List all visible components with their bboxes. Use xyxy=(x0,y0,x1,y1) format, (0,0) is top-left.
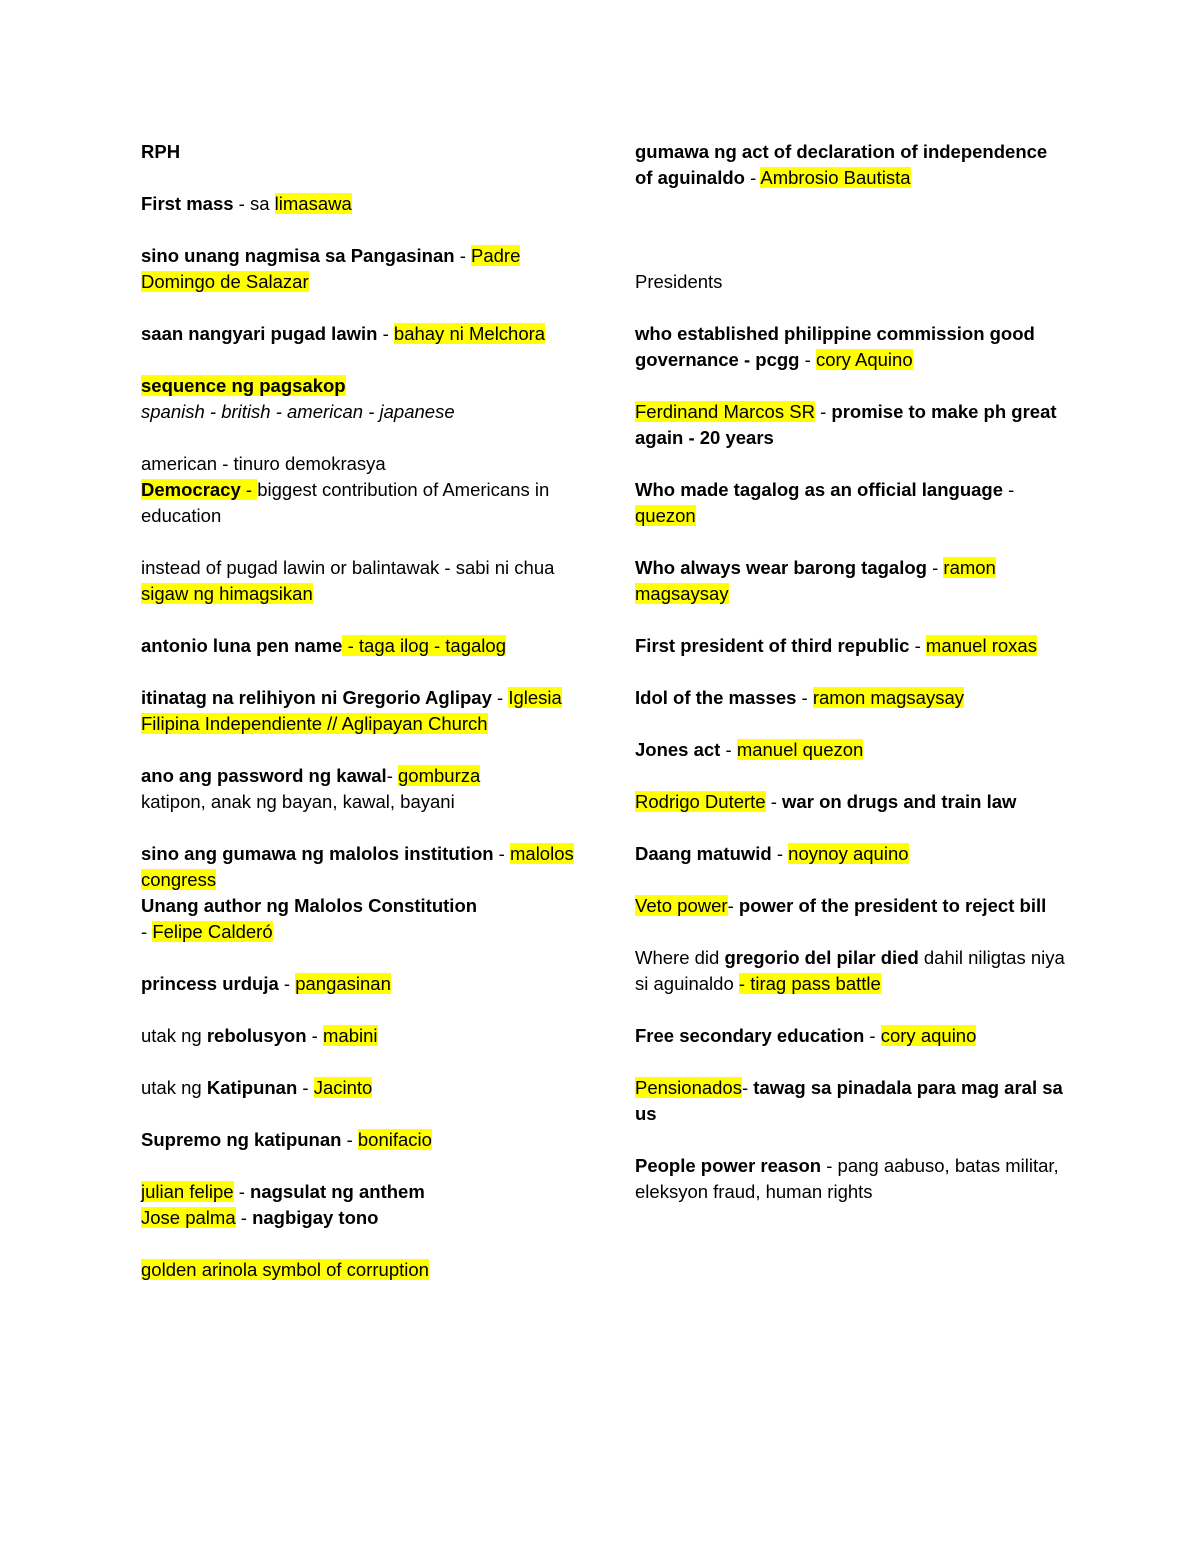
note-urduja: princess urduja - pangasinan xyxy=(141,973,391,994)
note-veto: Veto power- power of the president to reject bill xyxy=(635,895,1047,916)
right-column xyxy=(635,139,1065,1231)
note-utak-rebolusyon: utak ng rebolusyon - mabini xyxy=(141,1025,378,1046)
note-malolos: sino ang gumawa ng malolos institution - malolos congress Unang author ng Malolos Constitution - Felipe Calderó xyxy=(141,843,574,942)
note-first-mass: First mass - sa limasawa xyxy=(141,193,352,214)
note-aglipay: itinatag na relihiyon ni Gregorio Aglipay - Iglesia Filipina Independiente // Aglipayan Church xyxy=(141,687,562,734)
note-declaration: gumawa ng act of declaration of independence of aguinaldo - Ambrosio Bautista xyxy=(635,141,1048,188)
note-marcos: Ferdinand Marcos SR - promise to make ph great again - 20 years xyxy=(635,401,1057,448)
note-arinola: golden arinola symbol of corruption xyxy=(141,1259,429,1280)
note-barong: Who always wear barong tagalog - ramon magsaysay xyxy=(635,557,996,604)
note-idol: Idol of the masses - ramon magsaysay xyxy=(635,687,965,708)
note-american: american - tinuro demokrasya Democracy - biggest contribution of Americans in education xyxy=(141,453,550,526)
note-utak-katipunan: utak ng Katipunan - Jacinto xyxy=(141,1077,373,1098)
note-anthem: julian felipe - nagsulat ng anthem Jose palma - nagbigay tono xyxy=(141,1181,425,1228)
note-duterte: Rodrigo Duterte - war on drugs and train law xyxy=(635,791,1017,812)
note-password: ano ang password ng kawal- gomburza katipon, anak ng bayan, kawal, bayani xyxy=(141,765,481,812)
note-people-power: People power reason - pang aabuso, batas militar, eleksyon fraud, human rights xyxy=(635,1155,1059,1202)
note-daang: Daang matuwid - noynoy aquino xyxy=(635,843,909,864)
note-instead: instead of pugad lawin or balintawak - sabi ni chua sigaw ng himagsikan xyxy=(141,557,555,604)
blank-space xyxy=(635,217,1065,269)
note-third-republic: First president of third republic - manuel roxas xyxy=(635,635,1037,656)
note-sequence: sequence ng pagsakop spanish - british - american - japanese xyxy=(141,375,455,422)
section-heading-presidents: Presidents xyxy=(635,271,723,292)
note-supremo: Supremo ng katipunan - bonifacio xyxy=(141,1129,432,1150)
note-pugad-lawin: saan nangyari pugad lawin - bahay ni Melchora xyxy=(141,323,546,344)
note-pilar: Where did gregorio del pilar died dahil niligtas niya si aguinaldo - tirag pass battle xyxy=(635,947,1065,994)
left-column xyxy=(141,139,581,1309)
note-tagalog: Who made tagalog as an official language - quezon xyxy=(635,479,1015,526)
doc-title: RPH xyxy=(141,141,181,162)
note-pangasinan-mass: sino unang nagmisa sa Pangasinan - Padre Domingo de Salazar xyxy=(141,245,521,292)
note-jones: Jones act - manuel quezon xyxy=(635,739,864,760)
note-pcgg: who established philippine commission good governance - pcgg - cory Aquino xyxy=(635,323,1035,370)
note-luna: antonio luna pen name - taga ilog - tagalog xyxy=(141,635,506,656)
note-secondary: Free secondary education - cory aquino xyxy=(635,1025,977,1046)
note-pensionados: Pensionados- tawag sa pinadala para mag aral sa us xyxy=(635,1077,1063,1124)
